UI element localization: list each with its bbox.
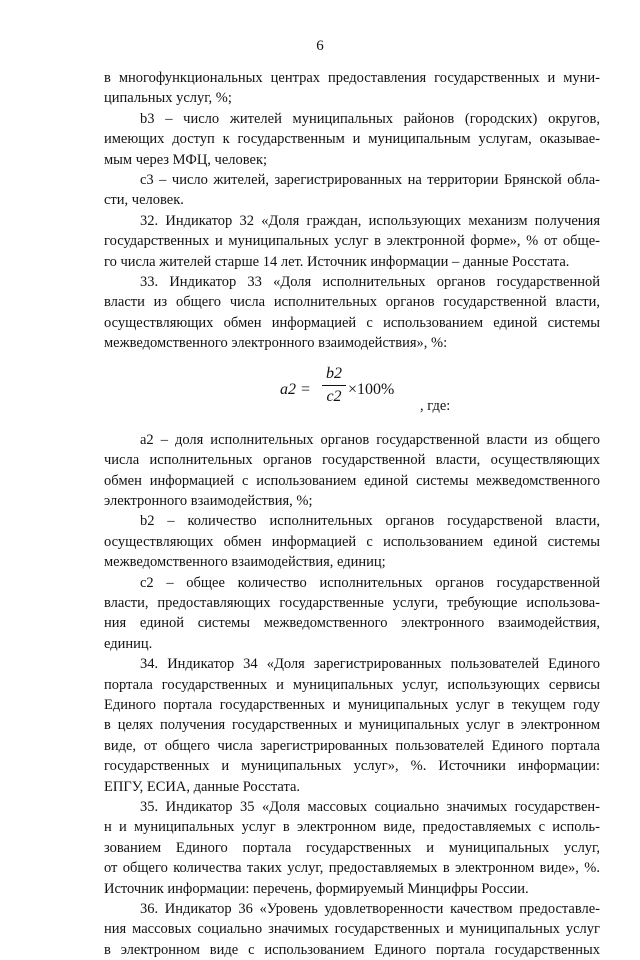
- formula-where: , где:: [420, 397, 451, 414]
- text-block-before-formula: [104, 68, 600, 354]
- formula-rhs: ×100%: [348, 380, 395, 398]
- text-line: государственных и муниципальных услуг в электронной форме», % от обще-: [104, 233, 600, 250]
- text-line: b3 – число жителей муниципальных районов (городских) округов,: [140, 110, 600, 127]
- formula-numerator: b2: [326, 364, 342, 382]
- text-line: осуществляющих обмен информацией с использованием единой системы: [104, 314, 600, 331]
- text-line: в многофункциональных центрах предоставления государственных и муни-: [104, 70, 600, 86]
- text-line: ЕПГУ, ЕСИА, данные Росстата.: [104, 778, 301, 795]
- fraction-bar: [322, 385, 346, 386]
- text-line: сти, человек.: [104, 192, 184, 209]
- text-line: власти из общего числа исполнительных органов государственной власти,: [104, 294, 600, 311]
- page-number: 6: [316, 38, 324, 54]
- text-line: виде, от общего числа зарегистрированных пользователей Единого портала: [104, 737, 600, 754]
- text-line: обмен информацией с использованием единой системы межведомственного: [104, 472, 600, 489]
- text-line: в целях получения государственных и муниципальных услуг в электронном: [104, 717, 600, 734]
- text-line: зованием Единого портала государственных и муниципальных услуг,: [104, 839, 600, 856]
- text-line: b2 – количество исполнительных органов государственой власти,: [140, 513, 600, 530]
- text-line: ния массовых социально значимых государственных и муниципальных услуг: [104, 921, 600, 938]
- text-line: ципальных услуг, %;: [104, 90, 232, 107]
- text-line: электронного взаимодействия, %;: [104, 492, 313, 509]
- formula: [104, 360, 600, 426]
- text-line: государственных и муниципальных услуг», %. Источники информации:: [104, 758, 600, 775]
- text-line: 36. Индикатор 36 «Уровень удовлетворенности качеством предоставле-: [140, 901, 600, 918]
- text-line: от общего количества таких услуг, предоставляемых в электронном виде», %.: [104, 860, 600, 877]
- text-line: межведомственного электронного взаимодействия», %:: [104, 335, 448, 352]
- formula-lhs: a2 =: [280, 380, 311, 398]
- text-line: в электронном виде с использованием Единого портала государственных: [104, 941, 600, 958]
- text-block-after-formula: [104, 430, 600, 960]
- text-line: 34. Индикатор 34 «Доля зарегистрированных пользователей Единого: [140, 656, 600, 673]
- document-body: [104, 68, 600, 960]
- text-line: мым через МФЦ, человек;: [104, 151, 268, 168]
- formula-fraction: [322, 364, 346, 407]
- text-line: Источник информации: перечень, формируемый Минцифры России.: [104, 880, 529, 897]
- text-line: с2 – общее количество исполнительных органов государственной: [140, 574, 600, 591]
- text-line: осуществляющих обмен информацией с использованием единой системы: [104, 533, 600, 550]
- formula-denominator: c2: [326, 387, 342, 405]
- text-line: власти, предоставляющих государственные услуги, требующие использова-: [104, 594, 600, 611]
- text-line: го числа жителей старше 14 лет. Источник информации – данные Росстата.: [104, 253, 570, 270]
- text-line: 32. Индикатор 32 «Доля граждан, использующих механизм получения: [140, 212, 600, 229]
- text-line: портала государственных и муниципальных услуг, использующих сервисы: [104, 676, 600, 693]
- text-line: н и муниципальных услуг в электронном виде, предоставляемых с исполь-: [104, 819, 600, 836]
- text-line: единиц.: [104, 635, 153, 652]
- text-line: имеющих доступ к государственным и муниципальным услугам, оказывае-: [104, 131, 600, 148]
- text-line: 35. Индикатор 35 «Доля массовых социально значимых государствен-: [140, 799, 600, 815]
- text-line: 33. Индикатор 33 «Доля исполнительных органов государственной: [140, 274, 600, 291]
- text-line: ния единой системы межведомственного электронного взаимодействия,: [104, 615, 600, 632]
- text-line: межведомственного взаимодействия, единиц;: [104, 554, 386, 571]
- text-line: числа исполнительных органов государственной власти, осуществляющих: [104, 452, 600, 469]
- text-line: с3 – число жителей, зарегистрированных на территории Брянской обла-: [140, 172, 600, 189]
- text-line: а2 – доля исполнительных органов государственной власти из общего: [140, 431, 600, 448]
- text-line: Единого портала государственных и муниципальных услуг в текущем году: [104, 696, 600, 713]
